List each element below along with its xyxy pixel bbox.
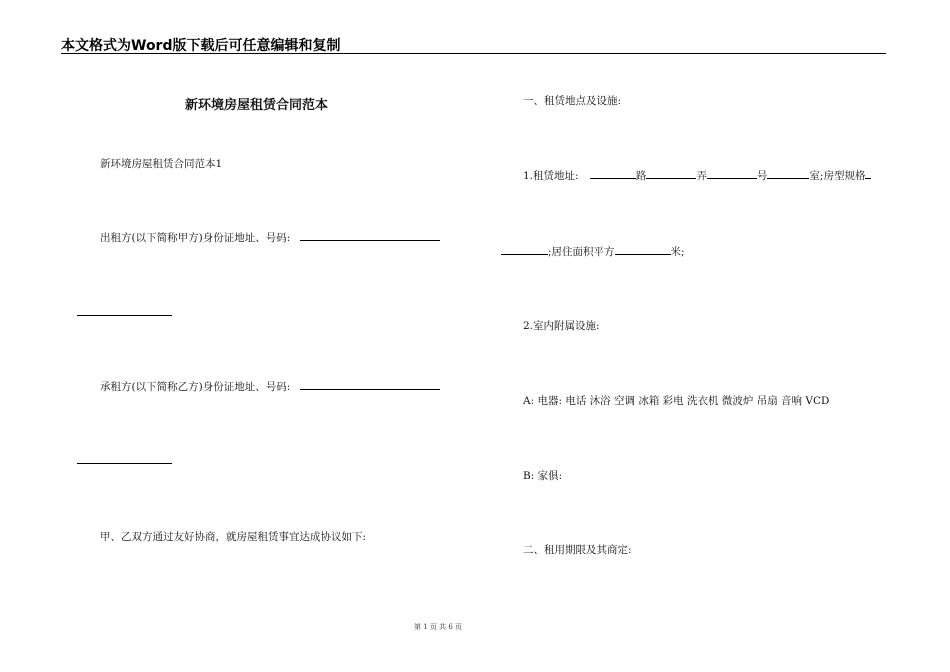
document-title: 新环境房屋租赁合同范本 [185, 98, 329, 113]
living-area-line [501, 244, 685, 259]
lane-blank[interactable] [646, 168, 696, 179]
appliances-list: A: 电器: 电话 沐浴 空调 冰箱 彩电 洗衣机 微波炉 吊扇 音响 VCD [523, 395, 830, 407]
lessee-continuation-blank[interactable] [77, 463, 172, 464]
lessee-id-line [100, 379, 440, 394]
road-blank[interactable] [590, 168, 636, 179]
lessor-id-line [100, 230, 440, 245]
indoor-facilities-heading: 2.室内附属设施: [523, 320, 600, 332]
lane-label: 弄 [696, 170, 707, 182]
number-blank[interactable] [707, 168, 757, 179]
lessee-id-blank[interactable] [300, 379, 440, 390]
area-unit: 米; [670, 246, 685, 258]
furniture-line: B: 家俱: [523, 470, 563, 482]
address-label: 1.租赁地址: [523, 170, 579, 182]
page-number: 第 1 页 共 6 页 [414, 623, 463, 631]
lessor-id-label: 出租方(以下简称甲方)身份证地址、号码: [100, 232, 291, 244]
agreement-statement: 甲、乙双方通过友好协商，就房屋租赁事宜达成协议如下: [100, 531, 367, 543]
room-type-blank[interactable] [865, 168, 871, 179]
area-blank[interactable] [615, 244, 671, 255]
room-type-label: 室;房型规格 [809, 170, 866, 182]
road-label: 路 [635, 170, 647, 182]
document-header: 本文格式为Word版下载后可任意编辑和复制 [61, 38, 341, 54]
lessor-continuation-blank[interactable] [77, 315, 172, 316]
section-2-heading: 二、租用期限及其商定: [523, 544, 632, 556]
area-label: ;居住面积平方 [548, 246, 615, 258]
room-blank[interactable] [767, 168, 809, 179]
lessee-id-label: 承租方(以下简称乙方)身份证地址、号码: [100, 381, 291, 393]
rental-address-line [523, 168, 871, 183]
header-divider [61, 53, 886, 54]
section-1-heading: 一、租赁地点及设施: [523, 95, 622, 107]
number-label: 号 [756, 170, 768, 182]
contract-subtitle: 新环境房屋租赁合同范本1 [100, 158, 223, 170]
lessor-id-blank[interactable] [300, 230, 440, 241]
room-type-continuation-blank[interactable] [501, 244, 548, 255]
